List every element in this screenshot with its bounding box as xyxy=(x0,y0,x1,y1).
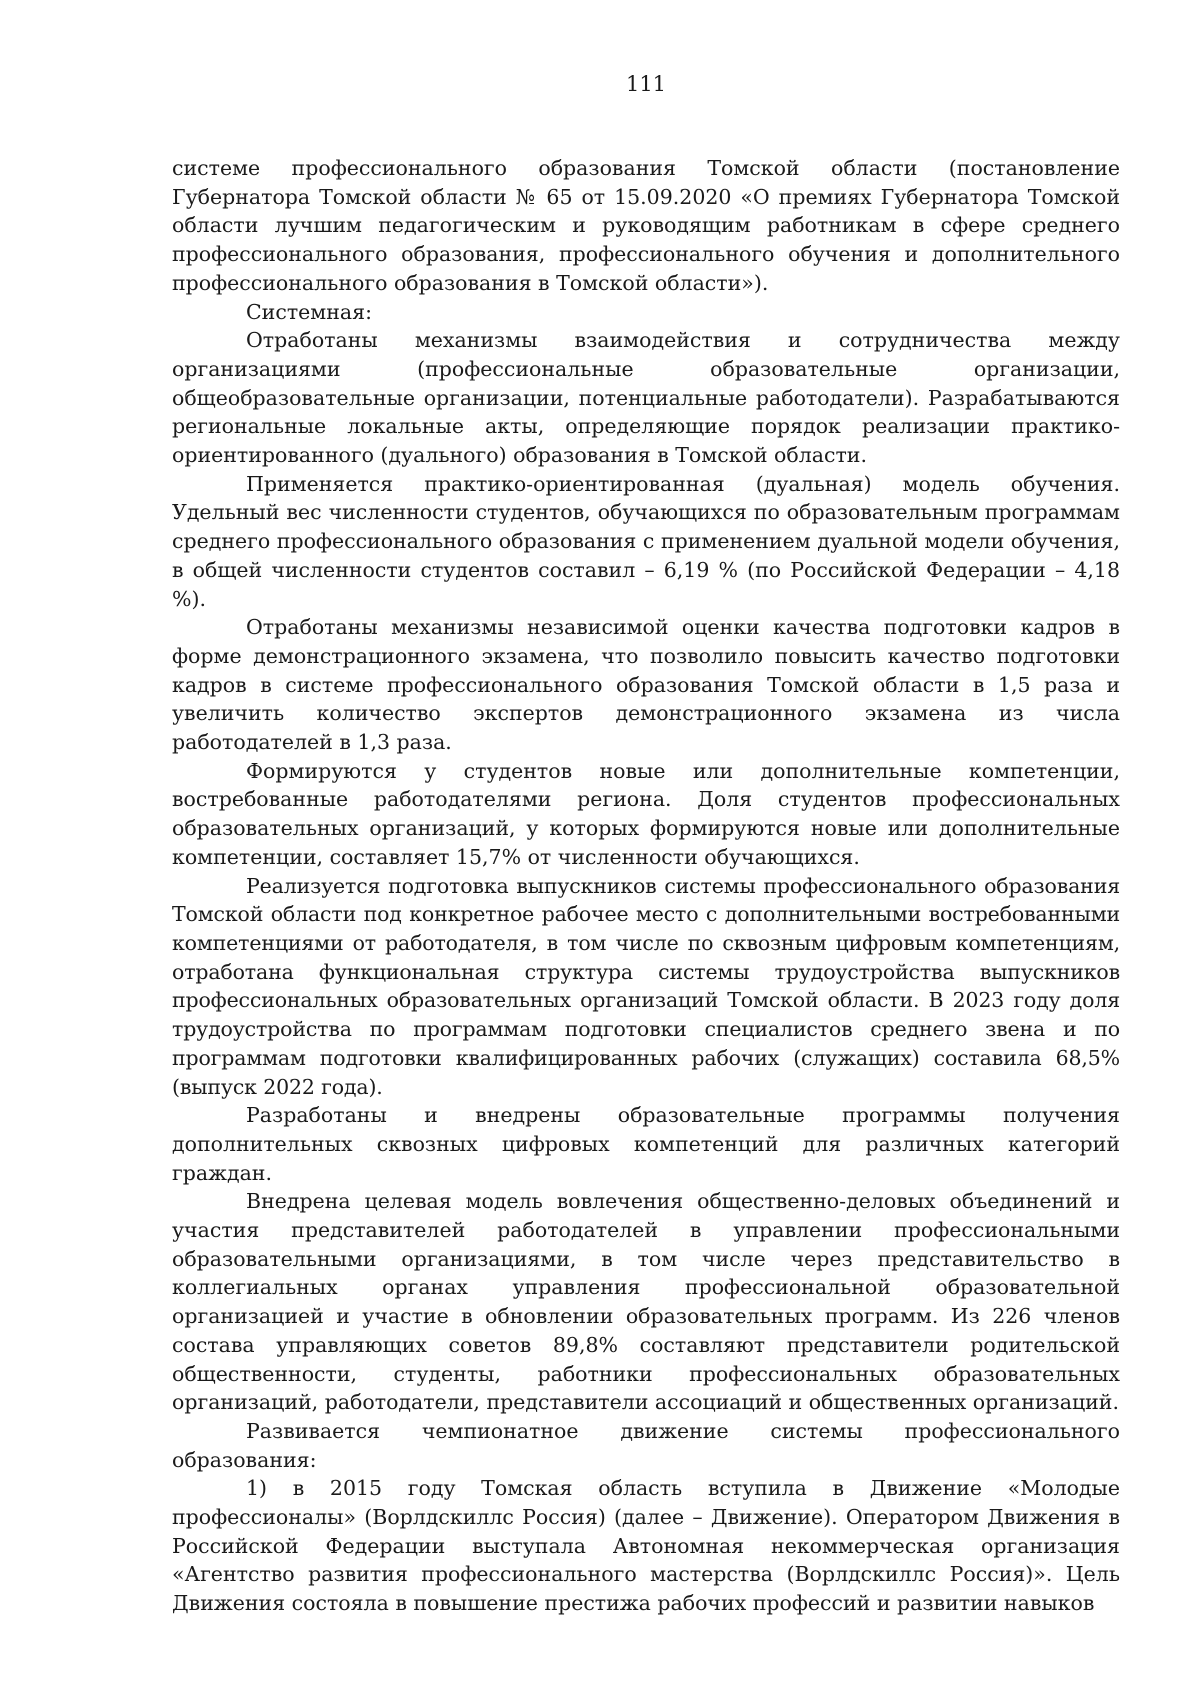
document-page xyxy=(172,70,1120,1618)
paragraph-2: Системная: xyxy=(246,299,372,324)
paragraph-1: системе профессионального образования Томской области (постановление Губернатора Томской области № 65 от 15.09.2020 «О премиях Губернатора Томской области лучшим педагогическим и руководящим работникам в сфере среднего профессионального образования, профессионального обучения и дополнительного профессионального образования в Томской области»). xyxy=(172,156,1120,295)
paragraph-8: Разработаны и внедрены образовательные программы получения дополнительных сквозных цифровых компетенций для различных категорий граждан. xyxy=(172,1103,1120,1185)
page-number: 111 xyxy=(625,72,667,96)
paragraph-10: Развивается чемпионатное движение системы профессионального образования: xyxy=(172,1418,1120,1472)
paragraph-5: Отработаны механизмы независимой оценки качества подготовки кадров в форме демонстрационного экзамена, что позволило повысить качество подготовки кадров в системе профессионального образования Томской области в 1,5 раза и увеличить количество экспертов демонстрационного экзамена из числа работодателей в 1,3 раза. xyxy=(172,615,1120,755)
paragraph-6: Формируются у студентов новые или дополнительные компетенции, востребованные работодателями региона. Доля студентов профессиональных образовательных организаций, у которых формируются новые или дополнительные компетенции, составляет 15,7% от численности обучающихся. xyxy=(172,758,1120,869)
paragraph-7: Реализуется подготовка выпускников системы профессионального образования Томской области под конкретное рабочее место с дополнительными востребованными компетенциями от работодателя, в том числе по сквозным цифровым компетенциям, отработана функциональная структура системы трудоустройства выпускников профессиональных образовательных организаций Томской области. В 2023 году доля трудоустройства по программам подготовки специалистов среднего звена и по программам подготовки квалифицированных рабочих (служащих) составила 68,5% (выпуск 2022 года). xyxy=(172,873,1120,1099)
paragraph-3: Отработаны механизмы взаимодействия и сотрудничества между организациями (профессиональные образовательные организации, общеобразовательные организации, потенциальные работодатели). Разрабатываются региональные локальные акты, определяющие порядок реализации практико-ориентированного (дуального) образования в Томской области. xyxy=(172,328,1120,468)
paragraph-11: 1) в 2015 году Томская область вступила в Движение «Молодые профессионалы» (Ворлдскиллс Россия) (далее – Движение). Оператором Движения в Российской Федерации выступала Автономная некоммерческая организация «Агентство развития профессионального мастерства (Ворлдскиллс Россия)». Цель Движения состояла в повышение престижа рабочих профессий и развитии навыков xyxy=(172,1476,1120,1616)
paragraph-4: Применяется практико-ориентированная (дуальная) модель обучения. Удельный вес численности студентов, обучающихся по образовательным программам среднего профессионального образования с применением дуальной модели обучения, в общей численности студентов составил – 6,19 % (по Российской Федерации – 4,18 %). xyxy=(172,471,1120,611)
paragraph-9: Внедрена целевая модель вовлечения общественно-деловых объединений и участия представителей работодателей в управлении профессиональными образовательными организациями, в том числе через представительство в коллегиальных органах управления профессиональной образовательной организацией и участие в обновлении образовательных программ. Из 226 членов состава управляющих советов 89,8% составляют представители родительской общественности, студенты, работники профессиональных образовательных организаций, работодатели, представители ассоциаций и общественных организаций. xyxy=(172,1189,1120,1415)
